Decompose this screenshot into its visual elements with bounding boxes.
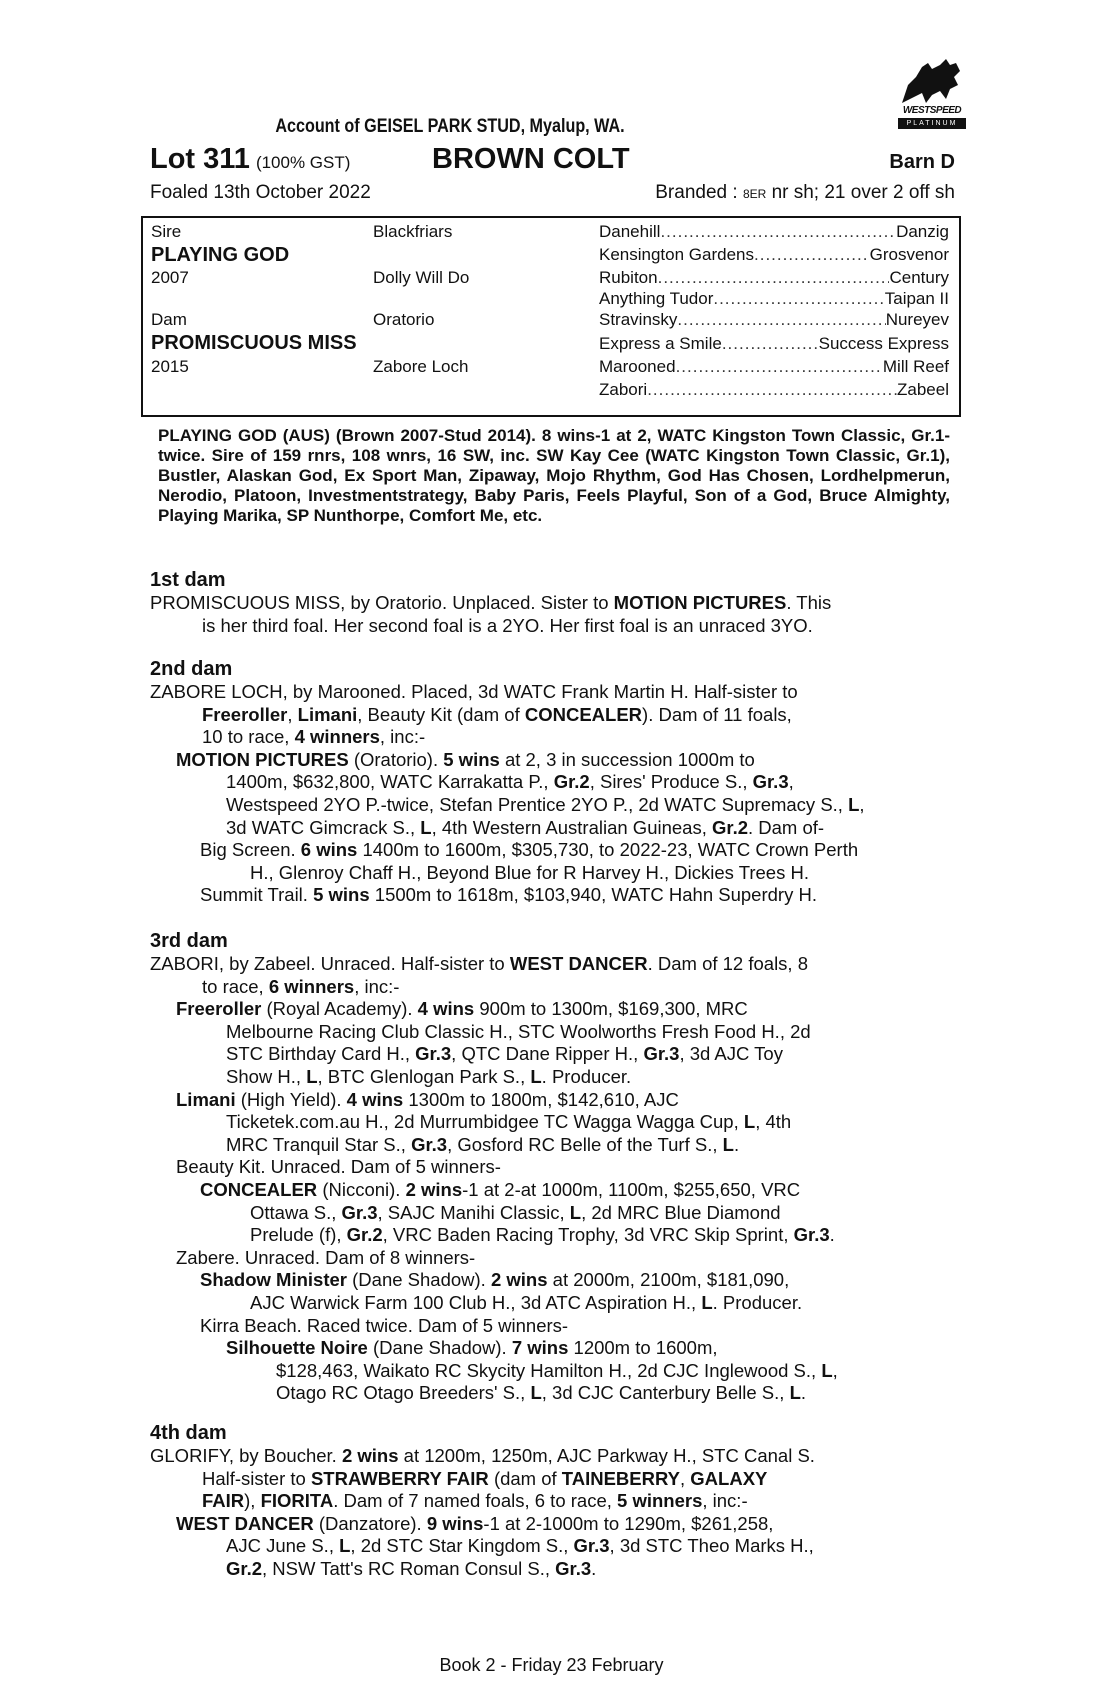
grandparent-row: Kensington Gardens ..... Grosvenor [599, 245, 949, 265]
text-line: AJC June S., L, 2d STC Star Kingdom S., Gr.3, 3d STC Theo Marks H., [226, 1535, 814, 1557]
text-line: AJC Warwick Farm 100 Club H., 3d ATC Aspiration H., L. Producer. [250, 1291, 803, 1313]
text-line: ZABORE LOCH, by Marooned. Placed, 3d WATC Frank Martin H. Half-sister to [150, 681, 798, 702]
text-line: Summit Trail. 5 wins 1500m to 1618m, $103,940, WATC Hahn Superdry H. [200, 884, 817, 906]
text-line: GLORIFY, by Boucher. 2 wins at 1200m, 1250m, AJC Parkway H., STC Canal S. [150, 1445, 815, 1466]
text-line: MRC Tranquil Star S., Gr.3, Gosford RC Belle of the Turf S., L. [226, 1133, 740, 1155]
sire-label: Sire [151, 222, 182, 241]
text-line: to race, 6 winners, inc:- [202, 975, 400, 997]
text-line: 3d WATC Gimcrack S., L, 4th Western Australian Guineas, Gr.2. Dam of- [226, 816, 825, 838]
text-line: WEST DANCER (Danzatore). 9 wins-1 at 2-1000m to 1290m, $261,258, [176, 1512, 774, 1534]
page-footer: Book 2 - Friday 23 February [439, 1655, 664, 1675]
branded-info: Branded : 8ER nr sh; 21 over 2 off sh [655, 182, 955, 203]
text-line: Big Screen. 6 wins 1400m to 1600m, $305,730, to 2022-23, WATC Crown Perth [200, 839, 859, 861]
third-dam-heading: 3rd dam [150, 930, 228, 952]
dam-year: 2015 [151, 357, 189, 376]
text-line: Show H., L, BTC Glenlogan Park S., L. Producer. [226, 1065, 632, 1087]
grandparent-row: Zabori ..... Zabeel [599, 380, 949, 400]
grandparent-row: Express a Smile ..... Success Express [599, 334, 949, 354]
foaled-date: Foaled 13th October 2022 [150, 182, 371, 203]
third-dam-text [150, 953, 955, 1405]
text-line: $128,463, Waikato RC Skycity Hamilton H., 2d CJC Inglewood S., L, [276, 1359, 838, 1381]
grandparent-row: Marooned ..... Mill Reef [599, 357, 949, 377]
grandparent-row: Stravinsky ..... Nureyev [599, 310, 949, 330]
first-dam-heading: 1st dam [150, 569, 226, 591]
dam-name: PROMISCUOUS MISS [151, 332, 357, 354]
text-line: Half-sister to STRAWBERRY FAIR (dam of TAINEBERRY, GALAXY [202, 1467, 768, 1489]
text-line: 1400m, $632,800, WATC Karrakatta P., Gr.2, Sires' Produce S., Gr.3, [226, 771, 794, 793]
second-dam-heading: 2nd dam [150, 658, 233, 680]
text-line: Limani (High Yield). 4 wins 1300m to 1800m, $142,610, AJC [176, 1088, 679, 1110]
text-line: Ticketek.com.au H., 2d Murrumbidgee TC Wagga Wagga Cup, L, 4th [226, 1111, 792, 1133]
lot-title: BROWN COLT [432, 143, 630, 175]
text-line: Westspeed 2YO P.-twice, Stefan Prentice 2YO P., 2d WATC Supremacy S., L, [226, 793, 865, 815]
text-line: H., Glenroy Chaff H., Beyond Blue for R Harvey H., Dickies Trees H. [250, 861, 809, 883]
horses-icon [896, 55, 968, 107]
sire-summary: PLAYING GOD (AUS) (Brown 2007-Stud 2014). 8 wins-1 at 2, WATC Kingston Town Classic, Gr.1-twice. Sire of 159 rnrs, 108 wnrs, 16 SW, inc. SW Kay Cee (WATC Kingston Town Classic, Gr.1), Bustler, Alaskan God, Ex Sport Man, Zipaway, Mojo Rhythm, God Has Chosen, Lordhelpmerun, Nerodio, Platoon, Investmentstrategy, Baby Paris, Feels Playful, Son of a God, Bruce Almighty, Playing Marika, SP Nunthorpe, Comfort Me, etc. [158, 426, 950, 525]
fourth-dam-heading: 4th dam [150, 1422, 227, 1444]
sire-year: 2007 [151, 268, 189, 287]
first-dam-text [150, 592, 955, 637]
text-line: Zabere. Unraced. Dam of 8 winners- [176, 1246, 476, 1268]
text-line: Beauty Kit. Unraced. Dam of 5 winners- [176, 1156, 501, 1178]
text-line: STC Birthday Card H., Gr.3, QTC Dane Ripper H., Gr.3, 3d AJC Toy [226, 1043, 783, 1065]
text-line: MOTION PICTURES (Oratorio). 5 wins at 2, 3 in succession 1000m to [176, 748, 755, 770]
grandparent-row: Rubiton ..... Century [599, 268, 949, 288]
account-line: Account of GEISEL PARK STUD, Myalup, WA. [275, 116, 625, 137]
dam-label: Dam [151, 310, 187, 329]
grandparent-row: Danehill ..... Danzig [599, 222, 949, 242]
fourth-dam-text [150, 1445, 955, 1581]
text-line: Silhouette Noire (Dane Shadow). 7 wins 1200m to 1600m, [226, 1337, 718, 1359]
logo-tag: PLATINUM [898, 118, 966, 129]
text-line: ZABORI, by Zabeel. Unraced. Half-sister to WEST DANCER. Dam of 12 foals, 8 [150, 953, 809, 974]
sire-dam: Dolly Will Do [373, 268, 470, 287]
text-line: Otago RC Otago Breeders' S., L, 3d CJC Canterbury Belle S., L. [276, 1382, 807, 1404]
pedigree-table [141, 216, 961, 417]
text-line: Melbourne Racing Club Classic H., STC Woolworths Fresh Food H., 2d [226, 1020, 811, 1042]
sire-name: PLAYING GOD [151, 244, 290, 266]
grandparent-row: Anything Tudor ..... Taipan II [599, 289, 949, 309]
text-line: Prelude (f), Gr.2, VRC Baden Racing Trophy, 3d VRC Skip Sprint, Gr.3. [250, 1224, 835, 1246]
lot-line [150, 143, 955, 179]
barn-label: Barn D [889, 151, 955, 173]
text-line: is her third foal. Her second foal is a 2YO. Her first foal is an unraced 3YO. [202, 614, 813, 636]
text-line: 10 to race, 4 winners, inc:- [202, 726, 426, 748]
text-line: PROMISCUOUS MISS, by Oratorio. Unplaced. Sister to MOTION PICTURES. This [150, 592, 832, 613]
text-line: Freeroller (Royal Academy). 4 wins 900m to 1300m, $169,300, MRC [176, 998, 748, 1020]
second-dam-text [150, 681, 955, 907]
text-line: Kirra Beach. Raced twice. Dam of 5 winners- [200, 1314, 569, 1336]
dam-dam: Zabore Loch [373, 357, 469, 376]
sire-sire: Blackfriars [373, 222, 453, 241]
logo-brand: WESTSPEED [902, 105, 962, 116]
lot-number: Lot 311 (100% GST) [150, 143, 351, 175]
westspeed-logo [896, 55, 968, 135]
gst-note: (100% GST) [255, 153, 351, 172]
text-line: FAIR), FIORITA. Dam of 7 named foals, 6 to race, 5 winners, inc:- [202, 1490, 748, 1512]
text-line: Shadow Minister (Dane Shadow). 2 wins at 2000m, 2100m, $181,090, [200, 1269, 790, 1291]
text-line: CONCEALER (Nicconi). 2 wins-1 at 2-at 1000m, 1100m, $255,650, VRC [200, 1178, 801, 1200]
text-line: Freeroller, Limani, Beauty Kit (dam of CONCEALER). Dam of 11 foals, [202, 703, 792, 725]
dam-sire: Oratorio [373, 310, 435, 329]
text-line: Ottawa S., Gr.3, SAJC Manihi Classic, L, 2d MRC Blue Diamond [250, 1201, 781, 1223]
text-line: Gr.2, NSW Tatt's RC Roman Consul S., Gr.3. [226, 1557, 597, 1579]
